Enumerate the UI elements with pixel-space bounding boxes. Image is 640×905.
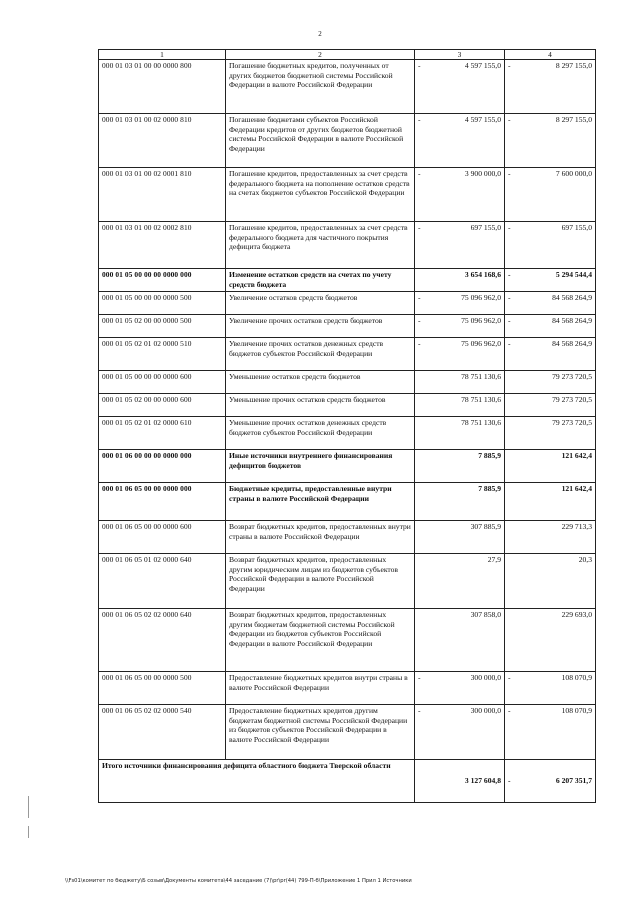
row-value-col4: [505, 168, 596, 222]
table-row: [99, 450, 596, 483]
row-code: 000 01 06 05 00 00 0000 600: [99, 521, 226, 554]
row-code: 000 01 05 02 01 02 0000 610: [99, 417, 226, 450]
row-code: 000 01 06 05 00 00 0000 000: [99, 483, 226, 521]
scan-mark: [28, 826, 29, 838]
row-description: Уменьшение прочих остатков средств бюджетов: [226, 394, 415, 417]
table-row: [99, 338, 596, 371]
table-row: [99, 554, 596, 609]
row-description: Увеличение прочих остатков средств бюджетов: [226, 315, 415, 338]
row-amount-col3: 300 000,0: [470, 706, 501, 715]
row-code: 000 01 05 00 00 00 0000 000: [99, 269, 226, 292]
row-value-col4: [505, 394, 596, 417]
row-value-col3: [415, 371, 505, 394]
total-label: Итого источники финансирования дефицита областного бюджета Тверской области: [99, 760, 415, 803]
row-description: Погашение бюджетных кредитов, полученных от других бюджетов бюджетной системы Российской Федерации в валюте Российской Федерации: [226, 60, 415, 114]
row-sign-col4: -: [508, 270, 511, 279]
row-value-col4: [505, 222, 596, 269]
row-description: Изменение остатков средств на счетах по учету средств бюджета: [226, 269, 415, 292]
row-amount-col4: 84 568 264,9: [552, 339, 592, 348]
row-amount-col4: 7 600 000,0: [555, 169, 592, 178]
row-amount-col3: 78 751 130,6: [461, 372, 501, 381]
row-amount-col4: 108 070,9: [561, 673, 592, 682]
row-amount-col4: 20,3: [578, 555, 592, 564]
row-amount-col4: 5 294 544,4: [555, 270, 592, 279]
row-amount-col4: 697 155,0: [561, 223, 592, 232]
row-value-col4: [505, 292, 596, 315]
row-code: 000 01 03 01 00 02 0000 810: [99, 114, 226, 168]
column-number-row: [99, 50, 596, 60]
row-amount-col4: 8 297 155,0: [555, 61, 592, 70]
table-row: [99, 60, 596, 114]
row-sign-col4: -: [508, 316, 511, 325]
row-description: Уменьшение остатков средств бюджетов: [226, 371, 415, 394]
table-row: [99, 483, 596, 521]
row-description: Возврат бюджетных кредитов, предоставленных внутри страны в валюте Российской Федерации: [226, 521, 415, 554]
row-code: 000 01 06 00 00 00 0000 000: [99, 450, 226, 483]
total-row: [99, 760, 596, 803]
total-value-col4: [505, 760, 596, 803]
row-value-col4: [505, 609, 596, 672]
row-value-col3: [415, 521, 505, 554]
row-code: 000 01 06 05 01 02 0000 640: [99, 554, 226, 609]
row-description: Уменьшение прочих остатков денежных средств бюджетов субъектов Российской Федерации: [226, 417, 415, 450]
column-header-2: 2: [226, 50, 415, 60]
row-code: 000 01 05 00 00 00 0000 500: [99, 292, 226, 315]
table-row: [99, 114, 596, 168]
row-value-col3: [415, 60, 505, 114]
row-sign-col4: -: [508, 61, 511, 70]
row-value-col3: [415, 222, 505, 269]
row-sign-col3: -: [418, 339, 421, 348]
row-amount-col3: 4 597 155,0: [464, 115, 501, 124]
total-amount-col4: 6 207 351,7: [555, 776, 592, 786]
row-description: Погашение кредитов, предоставленных за счет средств федерального бюджета для частичного покрытия дефицита бюджета: [226, 222, 415, 269]
row-description: Иные источники внутреннего финансирования дефицитов бюджетов: [226, 450, 415, 483]
row-value-col4: [505, 114, 596, 168]
row-value-col4: [505, 60, 596, 114]
row-value-col4: [505, 371, 596, 394]
column-header-3: 3: [415, 50, 505, 60]
row-amount-col4: 84 568 264,9: [552, 316, 592, 325]
row-description: Предоставление бюджетных кредитов внутри страны в валюте Российской Федерации: [226, 672, 415, 705]
row-value-col3: [415, 269, 505, 292]
row-sign-col3: -: [418, 169, 421, 178]
table-row: [99, 521, 596, 554]
row-code: 000 01 05 02 01 02 0000 510: [99, 338, 226, 371]
row-value-col3: [415, 609, 505, 672]
table-row: [99, 705, 596, 760]
row-sign-col3: -: [418, 115, 421, 124]
row-value-col3: [415, 292, 505, 315]
table-row: [99, 292, 596, 315]
row-value-col3: [415, 168, 505, 222]
row-description: Погашение бюджетами субъектов Российской Федерации кредитов от других бюджетов бюджетной системы Российской Федерации в валюте Российской Федерации: [226, 114, 415, 168]
row-description: Увеличение прочих остатков денежных средств бюджетов субъектов Российской Федерации: [226, 338, 415, 371]
row-sign-col4: -: [508, 293, 511, 302]
row-amount-col4: 79 273 720,5: [552, 395, 592, 404]
row-amount-col3: 307 858,0: [470, 610, 501, 619]
table-row: [99, 609, 596, 672]
row-amount-col3: 7 885,9: [478, 484, 501, 493]
row-amount-col4: 229 693,0: [561, 610, 592, 619]
row-value-col3: [415, 338, 505, 371]
row-amount-col4: 121 642,4: [561, 451, 592, 460]
row-code: 000 01 03 01 00 02 0001 810: [99, 168, 226, 222]
scan-mark: [28, 796, 29, 818]
row-value-col3: [415, 114, 505, 168]
row-amount-col3: 75 096 962,0: [461, 316, 501, 325]
row-value-col4: [505, 483, 596, 521]
row-code: 000 01 06 05 02 02 0000 540: [99, 705, 226, 760]
column-header-4: 4: [505, 50, 596, 60]
row-sign-col3: -: [418, 316, 421, 325]
row-amount-col4: 8 297 155,0: [555, 115, 592, 124]
row-amount-col4: 108 070,9: [561, 706, 592, 715]
row-description: Возврат бюджетных кредитов, предоставленных другим юридическим лицам из бюджетов субъектов Российской Федерации в валюте Российской Федерации: [226, 554, 415, 609]
row-value-col3: [415, 554, 505, 609]
row-sign-col4: -: [508, 115, 511, 124]
row-code: 000 01 06 05 00 00 0000 500: [99, 672, 226, 705]
table-row: [99, 315, 596, 338]
row-amount-col3: 78 751 130,6: [461, 395, 501, 404]
row-value-col4: [505, 672, 596, 705]
row-amount-col4: 121 642,4: [561, 484, 592, 493]
total-amount-col3: 3 127 604,8: [464, 776, 501, 786]
row-value-col4: [505, 338, 596, 371]
row-value-col4: [505, 705, 596, 760]
row-amount-col4: 79 273 720,5: [552, 372, 592, 381]
table-row: [99, 222, 596, 269]
row-amount-col3: 27,9: [487, 555, 501, 564]
row-code: 000 01 05 00 00 00 0000 600: [99, 371, 226, 394]
row-value-col3: [415, 483, 505, 521]
table-row: [99, 672, 596, 705]
row-code: 000 01 03 01 00 02 0002 810: [99, 222, 226, 269]
row-value-col3: [415, 394, 505, 417]
page-number: 2: [318, 30, 322, 38]
row-value-col4: [505, 554, 596, 609]
row-description: Бюджетные кредиты, предоставленные внутри страны в валюте Российской Федерации: [226, 483, 415, 521]
row-value-col3: [415, 450, 505, 483]
row-sign-col3: -: [418, 293, 421, 302]
row-sign-col3: -: [418, 61, 421, 70]
row-amount-col3: 307 885,9: [470, 522, 501, 531]
row-description: Погашение кредитов, предоставленных за счет средств федерального бюджета на пополнение остатков средств на счетах бюджетов субъектов Российской Федерации: [226, 168, 415, 222]
row-sign-col4: -: [508, 223, 511, 232]
row-sign-col3: -: [418, 223, 421, 232]
row-value-col4: [505, 450, 596, 483]
column-header-1: 1: [99, 50, 226, 60]
row-value-col3: [415, 417, 505, 450]
row-description: Увеличение остатков средств бюджетов: [226, 292, 415, 315]
table-row: [99, 371, 596, 394]
row-sign-col3: -: [418, 673, 421, 682]
row-amount-col3: 75 096 962,0: [461, 293, 501, 302]
row-value-col3: [415, 315, 505, 338]
row-amount-col3: 75 096 962,0: [461, 339, 501, 348]
row-sign-col3: -: [418, 706, 421, 715]
row-value-col4: [505, 521, 596, 554]
row-value-col4: [505, 315, 596, 338]
row-value-col3: [415, 672, 505, 705]
row-amount-col3: 3 900 000,0: [464, 169, 501, 178]
row-amount-col4: 79 273 720,5: [552, 418, 592, 427]
row-sign-col4: -: [508, 673, 511, 682]
table-row: [99, 417, 596, 450]
table-row: [99, 168, 596, 222]
row-sign-col4: -: [508, 169, 511, 178]
row-description: Возврат бюджетных кредитов, предоставленных другим бюджетам бюджетной системы Российской Федерации из бюджетов субъектов Российской Федерации в валюте Российской Федерации: [226, 609, 415, 672]
file-path-footer: \\Fs01\комитет по бюджету\Б созыв\Документы комитета\44 заседание (7)\pr\pr(44) 799-П-б\Приложение 1 Прил 1 Источники: [65, 878, 412, 884]
row-value-col4: [505, 417, 596, 450]
row-code: 000 01 05 02 00 00 0000 600: [99, 394, 226, 417]
row-amount-col3: 4 597 155,0: [464, 61, 501, 70]
row-value-col4: [505, 269, 596, 292]
row-amount-col3: 78 751 130,6: [461, 418, 501, 427]
row-code: 000 01 06 05 02 02 0000 640: [99, 609, 226, 672]
total-sign-col4: -: [508, 776, 511, 786]
row-amount-col4: 229 713,3: [561, 522, 592, 531]
row-code: 000 01 03 01 00 00 0000 800: [99, 60, 226, 114]
row-amount-col4: 84 568 264,9: [552, 293, 592, 302]
row-sign-col4: -: [508, 706, 511, 715]
row-amount-col3: 697 155,0: [470, 223, 501, 232]
row-sign-col4: -: [508, 339, 511, 348]
total-value-col3: [415, 760, 505, 803]
row-amount-col3: 300 000,0: [470, 673, 501, 682]
row-value-col3: [415, 705, 505, 760]
table-row: [99, 394, 596, 417]
row-description: Предоставление бюджетных кредитов другим бюджетам бюджетной системы Российской Федерации из бюджетов субъектов Российской Федерации в валюте Российской Федерации: [226, 705, 415, 760]
row-amount-col3: 3 654 168,6: [464, 270, 501, 279]
row-amount-col3: 7 885,9: [478, 451, 501, 460]
sources-table: [98, 49, 596, 803]
table-body: [99, 60, 596, 803]
table-row: [99, 269, 596, 292]
row-code: 000 01 05 02 00 00 0000 500: [99, 315, 226, 338]
